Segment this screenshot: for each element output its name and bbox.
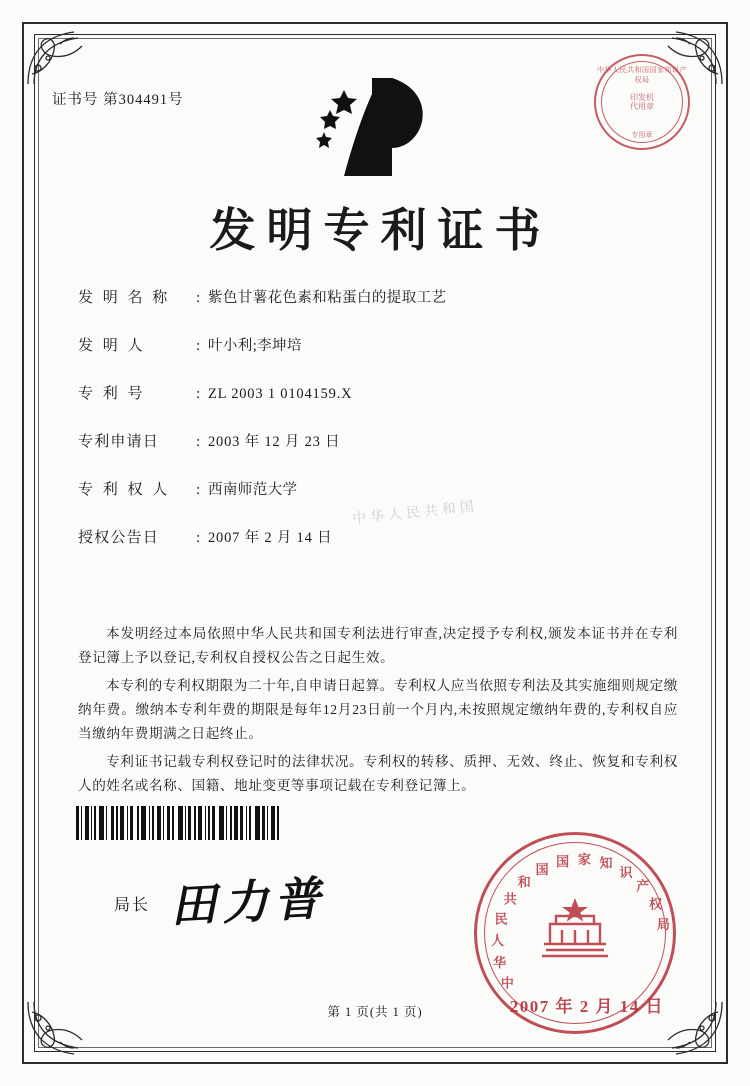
field-value-patent-number: ZL 2003 1 0104159.X bbox=[208, 386, 353, 402]
field-colon: : bbox=[196, 434, 201, 450]
page-title: 发明专利证书 bbox=[209, 203, 552, 257]
field-list bbox=[78, 286, 678, 574]
national-emblem-icon bbox=[532, 890, 618, 976]
director-label: 局长 bbox=[114, 897, 151, 914]
field-value-invention-name: 紫色甘薯花色素和粘蛋白的提取工艺 bbox=[208, 290, 447, 306]
field-value-application-date: 2003 年 12 月 23 日 bbox=[208, 434, 341, 450]
legal-paragraph: 本专利的专利权期限为二十年,自申请日起算。专利权人应当依照专利法及其实施细则规定缴纳年费。缴纳本专利年费的期限是每年12月23日前一个月内,未按照规定缴纳年费的,专利权自应当缴纳年费期满之日起终止。 bbox=[78, 678, 678, 741]
field-row-patent-number bbox=[78, 382, 678, 403]
sipo-logo-icon bbox=[300, 72, 450, 182]
barcode bbox=[76, 806, 386, 840]
seal-center-line2: 代用章 bbox=[630, 102, 654, 111]
director-signature: 田力普 bbox=[168, 870, 328, 934]
field-row-inventor bbox=[78, 334, 678, 355]
field-label: 授权公告日 bbox=[78, 530, 160, 546]
field-value-inventor: 叶小利;李坤培 bbox=[208, 338, 302, 354]
seal-arc-top-text: 中华人民共和国国家知识产权局 bbox=[597, 66, 687, 84]
field-row-application-date bbox=[78, 430, 678, 451]
seal-date: 2007 年 2 月 14 日 bbox=[509, 997, 664, 1016]
field-colon: : bbox=[196, 338, 201, 354]
seal-center-line1: 印发机 bbox=[630, 93, 654, 102]
field-colon: : bbox=[196, 386, 201, 402]
field-label: 专利申请日 bbox=[78, 434, 160, 450]
field-colon: : bbox=[196, 290, 201, 306]
seal-center-text bbox=[596, 93, 688, 111]
field-label: 发 明 名 称 bbox=[78, 290, 171, 306]
legal-text-block bbox=[78, 622, 678, 802]
legal-paragraph: 本发明经过本局依照中华人民共和国专利法进行审查,决定授予专利权,颁发本证书并在专利登记簿上予以登记,专利权自授权公告之日起生效。 bbox=[78, 626, 678, 665]
field-label: 专 利 号 bbox=[78, 386, 146, 402]
field-value-patentee: 西南师范大学 bbox=[208, 482, 298, 498]
field-colon: : bbox=[196, 482, 201, 498]
field-row-grant-date bbox=[78, 526, 678, 547]
field-row-invention-name bbox=[78, 286, 678, 307]
watermark-text: 中华人民共和国 bbox=[351, 499, 479, 528]
certificate-content bbox=[52, 54, 698, 1032]
field-colon: : bbox=[196, 530, 201, 546]
certificate-number: 证书号 第304491号 bbox=[52, 92, 184, 108]
field-value-grant-date: 2007 年 2 月 14 日 bbox=[208, 530, 333, 546]
issuing-office-seal bbox=[594, 54, 690, 150]
seal-arc-text: 中 华 人 民 共 和 国 国 家 知 识 产 权 局 bbox=[491, 852, 670, 991]
page-footer: 第 1 页(共 1 页) bbox=[327, 1005, 423, 1019]
field-label: 专 利 权 人 bbox=[78, 482, 171, 498]
field-label: 发 明 人 bbox=[78, 338, 146, 354]
legal-paragraph: 专利证书记载专利权登记时的法律状况。专利权的转移、质押、无效、终止、恢复和专利权人的姓名或名称、国籍、地址变更等事项记载在专利登记簿上。 bbox=[78, 754, 678, 793]
seal-arc-bottom-text: 专用章 bbox=[631, 131, 653, 139]
field-row-patentee bbox=[78, 478, 678, 499]
